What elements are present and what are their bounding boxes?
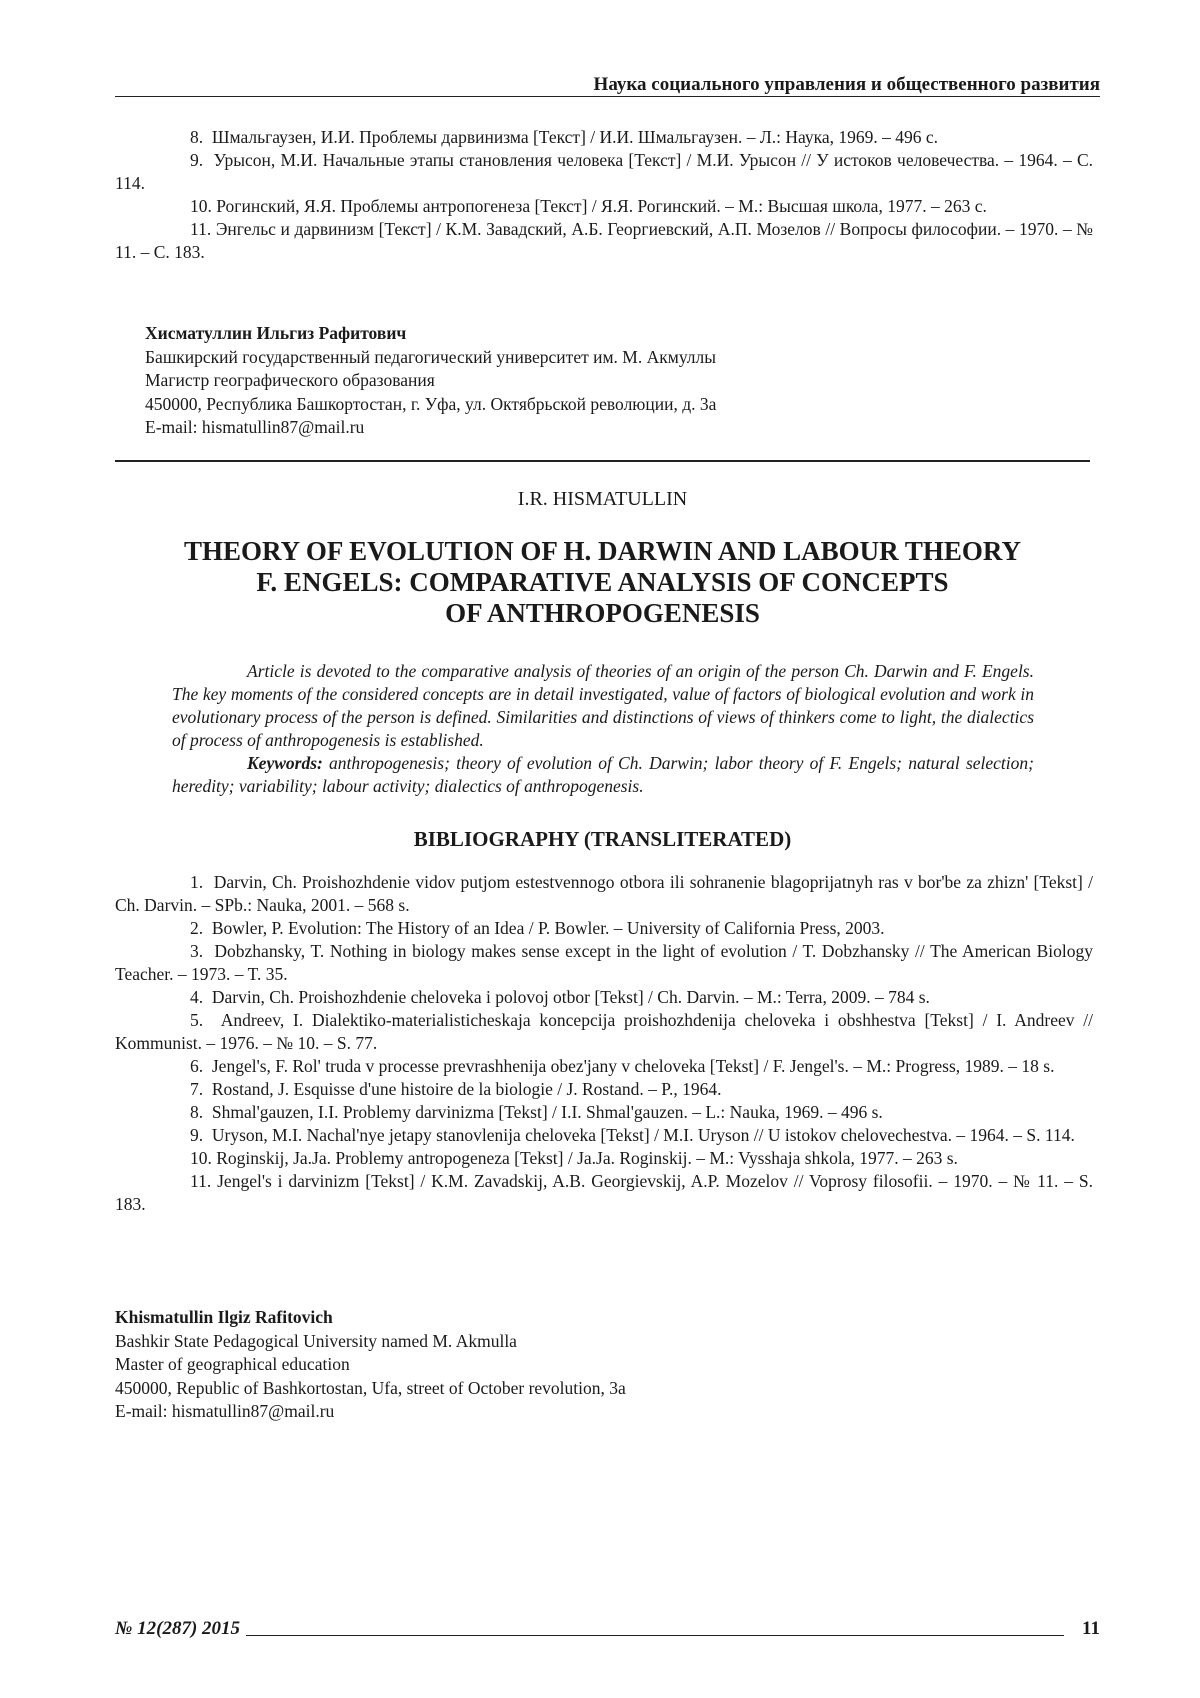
reference-number: 8. bbox=[190, 127, 203, 147]
running-header: Наука социального управления и общественного развития bbox=[115, 72, 1100, 98]
bibliography-number: 7. bbox=[190, 1079, 203, 1099]
bibliography-text: Uryson, M.I. Nachal'nye jetapy stanovlenija cheloveka [Tekst] / M.I. Uryson // U istokov chelovechestva. – 1964. – S. 114. bbox=[212, 1125, 1075, 1145]
reference-number: 10. bbox=[190, 196, 212, 216]
keywords-label: Keywords: bbox=[247, 753, 323, 773]
bibliography-item bbox=[115, 871, 1093, 917]
bibliography-item bbox=[115, 1055, 1093, 1078]
title-line: F. ENGELS: COMPARATIVE ANALYSIS OF CONCEPTS bbox=[115, 567, 1090, 598]
reference-item bbox=[115, 195, 1093, 218]
bibliography-text: Rostand, J. Esquisse d'une histoire de la biologie / J. Rostand. – P., 1964. bbox=[212, 1079, 722, 1099]
reference-item bbox=[115, 126, 1093, 149]
author-address: 450000, Republic of Bashkortostan, Ufa, street of October revolution, 3a bbox=[115, 1377, 626, 1401]
bibliography-number: 3. bbox=[190, 941, 203, 961]
bibliography-number: 1. bbox=[190, 872, 203, 892]
bibliography-text: Dobzhansky, T. Nothing in biology makes sense except in the light of evolution / T. Dobzhansky // The American Biology Teacher. – 1973. – T. 35. bbox=[115, 941, 1093, 984]
bibliography-list bbox=[115, 871, 1093, 1216]
reference-text: Рогинский, Я.Я. Проблемы антропогенеза [Текст] / Я.Я. Рогинский. – М.: Высшая школа, 1977. – 263 с. bbox=[216, 196, 987, 216]
bibliography-item bbox=[115, 1147, 1093, 1170]
bibliography-item bbox=[115, 940, 1093, 986]
reference-number: 11. bbox=[190, 219, 211, 239]
author-info-ru bbox=[145, 322, 716, 440]
reference-number: 9. bbox=[190, 150, 203, 170]
bibliography-title: BIBLIOGRAPHY (TRANSLITERATED) bbox=[115, 826, 1090, 852]
author-address: 450000, Республика Башкортостан, г. Уфа, ул. Октябрьской революции, д. 3а bbox=[145, 393, 716, 417]
bibliography-number: 6. bbox=[190, 1056, 203, 1076]
title-line: OF ANTHROPOGENESIS bbox=[115, 598, 1090, 629]
author-name: Khismatullin Ilgiz Rafitovich bbox=[115, 1306, 626, 1330]
reference-item bbox=[115, 149, 1093, 195]
bibliography-item bbox=[115, 986, 1093, 1009]
bibliography-number: 5. bbox=[190, 1010, 203, 1030]
page-footer bbox=[115, 1614, 1100, 1640]
reference-text: Шмальгаузен, И.И. Проблемы дарвинизма [Текст] / И.И. Шмальгаузен. – Л.: Наука, 1969. – 496 с. bbox=[212, 127, 938, 147]
bibliography-text: Darvin, Ch. Proishozhdenie vidov putjom estestvennogo otbora ili sohranenie blagoprijatnyh ras v bor'be za zhizn' [Tekst] / Ch. Darvin. – SPb.: Nauka, 2001. – 568 s. bbox=[115, 872, 1093, 915]
references-ru-list bbox=[115, 126, 1093, 264]
author-email: E-mail: hismatullin87@mail.ru bbox=[115, 1400, 626, 1424]
author-name: Хисматуллин Ильгиз Рафитович bbox=[145, 322, 716, 346]
bibliography-text: Jengel's i darvinizm [Tekst] / K.M. Zavadskij, A.B. Georgievskij, A.P. Mozelov // Voprosy filosofii. – 1970. – № 11. – S. 183. bbox=[115, 1171, 1093, 1214]
abstract-text: Article is devoted to the comparative analysis of theories of an origin of the person Ch. Darwin and F. Engels. The key moments of the considered concepts are in detail investigated, value of factors of biological evolution and work in evolutionary process of the person is defined. Similarities and distinctions of views of thinkers come to light, the dialectics of process of anthropogenesis is established. bbox=[172, 660, 1034, 752]
reference-item bbox=[115, 218, 1093, 264]
bibliography-text: Bowler, P. Evolution: The History of an Idea / P. Bowler. – University of California Press, 2003. bbox=[212, 918, 885, 938]
bibliography-text: Roginskij, Ja.Ja. Problemy antropogeneza [Tekst] / Ja.Ja. Roginskij. – M.: Vysshaja shkola, 1977. – 263 s. bbox=[216, 1148, 958, 1168]
bibliography-item bbox=[115, 1101, 1093, 1124]
author-degree: Магистр географического образования bbox=[145, 369, 716, 393]
bibliography-number: 10. bbox=[190, 1148, 212, 1168]
bibliography-item bbox=[115, 1124, 1093, 1147]
author-affiliation: Башкирский государственный педагогический университет им. М. Акмуллы bbox=[145, 346, 716, 370]
article-abstract bbox=[172, 660, 1034, 798]
keywords-paragraph bbox=[172, 752, 1034, 798]
journal-page bbox=[0, 0, 1200, 1698]
bibliography-number: 11. bbox=[190, 1171, 211, 1191]
bibliography-item bbox=[115, 1009, 1093, 1055]
bibliography-number: 9. bbox=[190, 1125, 203, 1145]
bibliography-number: 4. bbox=[190, 987, 203, 1007]
keywords-text: anthropogenesis; theory of evolution of Ch. Darwin; labor theory of F. Engels; natural selection; heredity; variability; labour activity; dialectics of anthropogenesis. bbox=[172, 753, 1034, 796]
bibliography-text: Andreev, I. Dialektiko-materialisticheskaja koncepcija proishozhdenija cheloveka i obshhestva [Tekst] / I. Andreev // Kommunist. – 1976. – № 10. – S. 77. bbox=[115, 1010, 1093, 1053]
bibliography-text: Shmal'gauzen, I.I. Problemy darvinizma [Tekst] / I.I. Shmal'gauzen. – L.: Nauka, 1969. – 496 s. bbox=[212, 1102, 883, 1122]
reference-text: Энгельс и дарвинизм [Текст] / К.М. Завадский, А.Б. Георгиевский, А.П. Мозелов // Вопросы философии. – 1970. – № 11. – С. 183. bbox=[115, 219, 1093, 262]
section-divider bbox=[115, 460, 1090, 462]
page-number: 11 bbox=[1082, 1618, 1100, 1640]
article-title bbox=[115, 536, 1090, 629]
author-degree: Master of geographical education bbox=[115, 1353, 626, 1377]
reference-text: Урысон, М.И. Начальные этапы становления человека [Текст] / М.И. Урысон // У истоков человечества. – 1964. – С. 114. bbox=[115, 150, 1093, 193]
bibliography-text: Jengel's, F. Rol' truda v processe prevrashhenija obez'jany v cheloveka [Tekst] / F. Jengel's. – M.: Progress, 1989. – 18 s. bbox=[212, 1056, 1055, 1076]
title-line: THEORY OF EVOLUTION OF H. DARWIN AND LABOUR THEORY bbox=[115, 536, 1090, 567]
bibliography-item bbox=[115, 1170, 1093, 1216]
author-affiliation: Bashkir State Pedagogical University named M. Akmulla bbox=[115, 1330, 626, 1354]
header-rule bbox=[115, 96, 1100, 97]
footer-rule bbox=[246, 1635, 1064, 1636]
bibliography-text: Darvin, Ch. Proishozhdenie cheloveka i polovoj otbor [Tekst] / Ch. Darvin. – M.: Terra, 2009. – 784 s. bbox=[212, 987, 930, 1007]
author-info-en bbox=[115, 1306, 626, 1424]
bibliography-item bbox=[115, 917, 1093, 940]
bibliography-number: 8. bbox=[190, 1102, 203, 1122]
author-email: E-mail: hismatullin87@mail.ru bbox=[145, 416, 716, 440]
issue-number: № 12(287) 2015 bbox=[115, 1618, 240, 1640]
bibliography-number: 2. bbox=[190, 918, 203, 938]
article-byline: I.R. HISMATULLIN bbox=[115, 486, 1090, 512]
bibliography-item bbox=[115, 1078, 1093, 1101]
